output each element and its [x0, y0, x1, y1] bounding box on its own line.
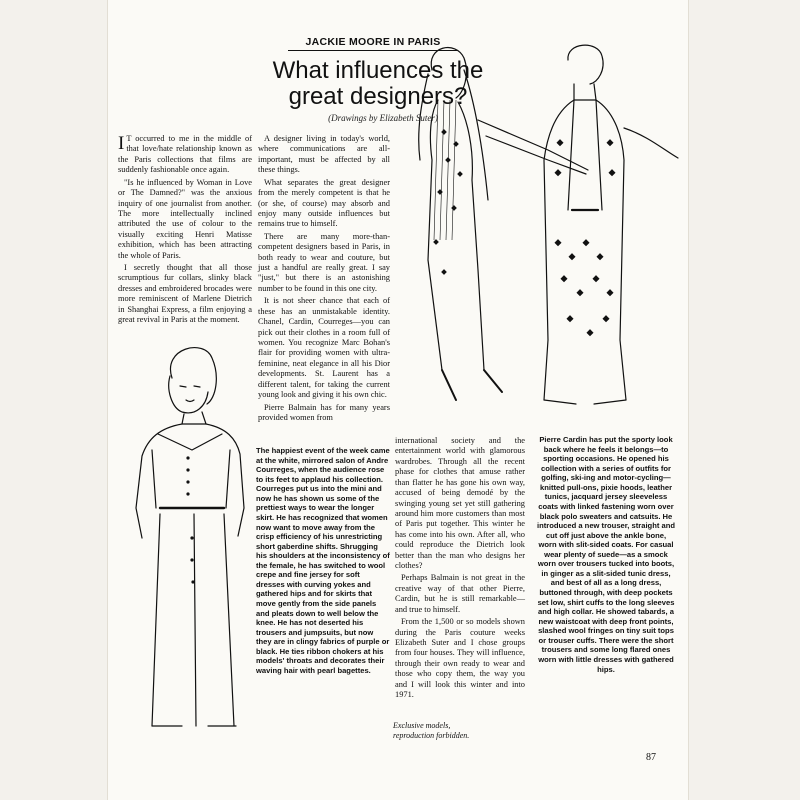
caption-line-1: Exclusive models,	[393, 721, 451, 730]
drop-cap: I	[118, 133, 125, 154]
fashion-illustration-left	[112, 338, 262, 728]
paragraph: It is not sheer chance that each of these has an unmistakable identity. Chanel, Cardin, Courreges—you can pick out their clothes in a room full of women. You recognize Marc Bohan's flair for providing women with ultra-feminine, neat elegance in all his Dior developments. St. Laurent has a different talent, for taking the current young look and giving it his own chic.	[258, 296, 390, 400]
drawing-credit: (Drawings by Elizabeth Suter)	[328, 113, 438, 123]
page-number: 87	[646, 752, 656, 763]
cardin-text: Pierre Cardin has put the sporty look back where he feels it belongs—to sporting occasions. He opened his collection with a series of outfits for golfing, ski-ing and motor-cycling—knitted pull-ons, pixie hoods, leather tunics, jacquard jersey sleeveless coats with linked fastening worn over black polo sweaters and catsuits. He introduced a new trouser, straight and cut off just above the ankle bone, worn with slit-sided coats. For casual wear plenty of suede—as a smock worn over trousers tucked into boots, in ginger as a slit-sided tunic dress, and best of all as a long dress, buttoned through, with deep pockets set low, shirt cuffs to the long sleeves and high collar. He showed tabards, a new waistcoat with deep front points, slashed wool fringes on tiny suit tops or trouser cuffs. There were the short trousers and some long flared ones worn with little dresses with gathered hips.	[537, 435, 675, 674]
paragraph: There are many more-than-competent designers based in Paris, in both ready to wear and couture, but just a handful are really great. I say "just," but there is an astonishing number to be found in this one city.	[258, 231, 390, 293]
paragraph: Pierre Balmain has for many years provided women from	[258, 402, 390, 422]
paragraph: Perhaps Balmain is not great in the creative way of that other Pierre, Cardin, but he is still remarkable—and true to himself.	[395, 573, 525, 614]
paragraph: I secretly thought that all those scrumptious fur collars, slinky black dresses and embroidered brocades were more reminiscent of Marlene Dietrich in Shanghai Express, a film enjoying a great revival in Paris at the moment.	[118, 263, 252, 325]
illustration-caption	[393, 721, 533, 740]
paragraph: I T occurred to me in the middle of that love/hate relationship known as the Paris collections that films are suddenly fashionable once again.	[118, 133, 252, 175]
paragraph: international society and the entertainment world with glamorous wardrobes. Through all the recent phase for clothes that amuse rather than flatter he has gone his own way, accused of being demodé by the swinging young set yet still gathering around him more customers than most of Paris put together. This winter he has come into his own. After all, who could reproduce the Dietrich look better than the man who designs her clothes?	[395, 436, 525, 571]
fashion-illustration-right	[398, 40, 688, 430]
paragraph: "Is he influenced by Woman in Love or The Damned?" was the anxious inquiry of one journalist from another. The more intellectually inclined attributed the use of colour to the visually exciting Henri Matisse exhibition, which has been attracting the whole of Paris.	[118, 177, 252, 260]
courreges-text: The happiest event of the week came at the white, mirrored salon of Andre Courreges, when the audience rose to its feet to applaud his collection. Courreges put us into the mini and now he has shown us some of the prettiest ways to wear the longer skirt. He has recognized that women now want to move away from the crisp efficiency of his unrestricting short gaberdine shifts. Shrugging his shoulders at the inconsistency of the female, he has switched to wool crepe and fine jersey for soft dresses with curving yokes and gathered hips and for skirts that move gently from the side panels and pleats down to well below the knee. He has not deserted his trousers and jumpsuits, but now they are in clingy fabrics of purple or black. He ties ribbon chokers at his models' throats and decorates their waving hair with pearl bagettes.	[256, 446, 390, 675]
article-kicker: JACKIE MOORE IN PARIS	[288, 36, 458, 51]
paragraph: From the 1,500 or so models shown during the Paris couture weeks Elizabeth Suter and I chose groups from four houses. They will influence, through their own ready to wear and those who copy them, the way you and I will look this winter and into 1971.	[395, 617, 525, 700]
text-column-2	[258, 134, 390, 425]
headline-line-1: What influences the	[272, 57, 484, 84]
text-column-3	[395, 436, 525, 703]
paragraph: What separates the great designer from the merely competent is that he (or she, of course) may absorb and enjoy many outside influences but remains true to himself.	[258, 177, 390, 229]
text-column-1	[118, 134, 252, 328]
headline-line-2: great designers?	[288, 83, 468, 111]
paragraph: A designer living in today's world, where communications are all-important, must be affected by all these things.	[258, 134, 390, 175]
magazine-page	[108, 0, 688, 800]
caption-line-2: reproduction forbidden.	[393, 730, 470, 740]
